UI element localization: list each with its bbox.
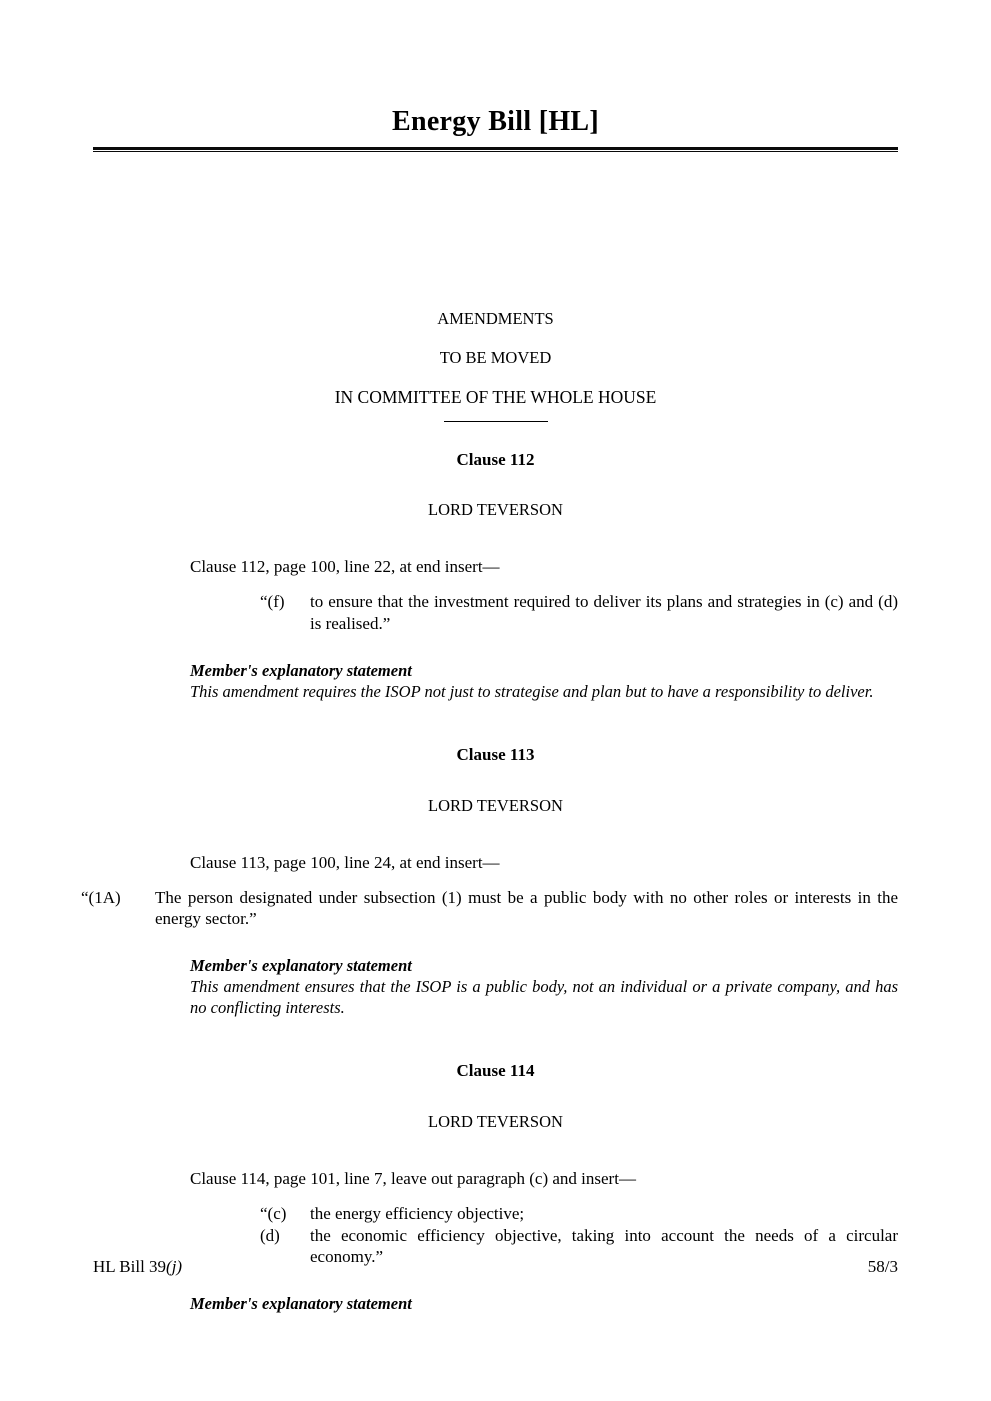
amendment-instruction: Clause 112, page 100, line 22, at end insert— bbox=[190, 557, 500, 577]
mover-name: LORD TEVERSON bbox=[428, 500, 563, 520]
item-text: the energy efficiency objective; bbox=[310, 1203, 525, 1223]
committee-caption: IN COMMITTEE OF THE WHOLE HOUSE bbox=[334, 387, 657, 408]
amendment-instruction: Clause 114, page 101, line 7, leave out paragraph (c) and insert— bbox=[190, 1169, 636, 1189]
amendments-caption: AMENDMENTS bbox=[437, 309, 554, 328]
clause-heading: Clause 114 bbox=[456, 1061, 535, 1081]
explanatory-heading: Member's explanatory statement bbox=[190, 1294, 412, 1314]
to-be-moved-caption: TO BE MOVED bbox=[439, 348, 552, 368]
item-label: “(1A) bbox=[81, 887, 121, 907]
document-body bbox=[81, 308, 898, 1314]
explanatory-heading: Member's explanatory statement bbox=[190, 660, 412, 680]
item-label: “(f) bbox=[260, 592, 285, 612]
explanatory-text: This amendment ensures that the ISOP is a public body, not an individual or a private company, and has no conflicting interests. bbox=[190, 977, 898, 1018]
front-captions bbox=[93, 308, 898, 422]
title-rule bbox=[93, 147, 898, 152]
mover-name: LORD TEVERSON bbox=[428, 1112, 563, 1132]
amendment-items bbox=[190, 591, 898, 635]
item-label: “(c) bbox=[260, 1203, 287, 1223]
footer-bill-number: HL Bill 39(j) bbox=[93, 1257, 183, 1276]
clause-heading: Clause 112 bbox=[456, 449, 535, 469]
item-text: the economic efficiency objective, taking into account the needs of a circular economy.” bbox=[310, 1225, 898, 1267]
mover-name: LORD TEVERSON bbox=[428, 795, 563, 815]
amendment-section-clause-112 bbox=[93, 449, 898, 702]
explanatory-text: This amendment requires the ISOP not just to strategise and plan but to have a responsibility to deliver. bbox=[190, 681, 874, 701]
amendment-item bbox=[260, 591, 898, 635]
section-rule bbox=[444, 421, 548, 422]
explanatory-heading: Member's explanatory statement bbox=[190, 956, 412, 976]
clause-heading: Clause 113 bbox=[456, 744, 535, 764]
amendment-item bbox=[260, 1203, 898, 1225]
item-label: (d) bbox=[260, 1225, 280, 1245]
amendment-instruction: Clause 113, page 100, line 24, at end insert— bbox=[190, 852, 500, 872]
footer-page-ref: 58/3 bbox=[867, 1257, 898, 1276]
amendment-section-clause-113 bbox=[81, 744, 898, 1018]
page-footer bbox=[93, 1257, 898, 1277]
item-text: to ensure that the investment required to deliver its plans and strategies in (c) and (d) is realised.” bbox=[310, 592, 898, 633]
page-title: Energy Bill [HL] bbox=[391, 106, 600, 137]
amendment-item bbox=[81, 887, 898, 931]
item-text: The person designated under subsection (1) must be a public body with no other roles or interests in the energy sector.” bbox=[155, 887, 898, 929]
amendment-items bbox=[81, 887, 898, 931]
